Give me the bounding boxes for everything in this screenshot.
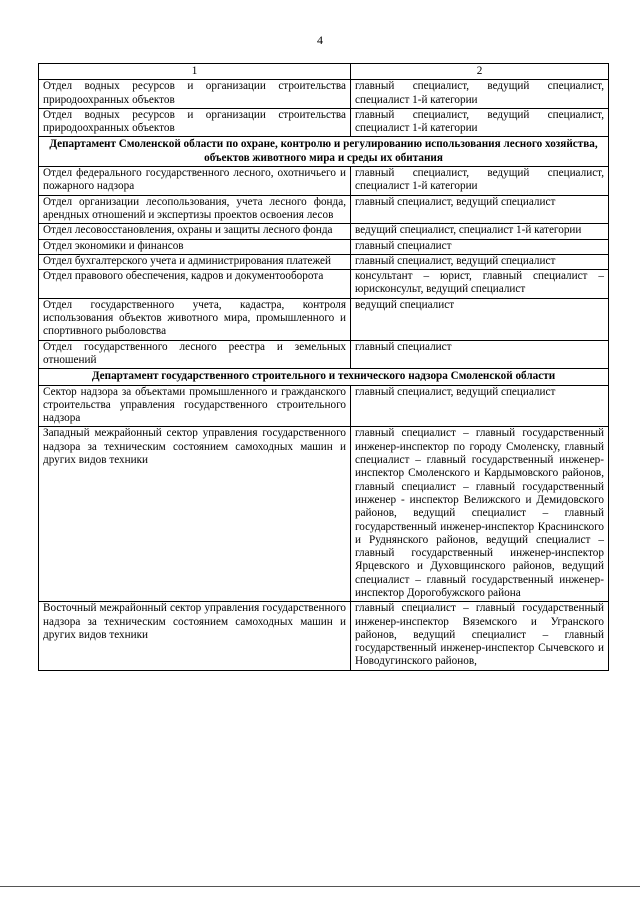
header-col-1: 1 xyxy=(39,64,351,80)
positions-cell: главный специалист, ведущий специалист xyxy=(351,195,609,224)
unit-cell: Отдел государственного учета, кадастра, контроля использования объектов животного мира, промышленного и спортивного рыболовства xyxy=(39,298,351,340)
positions-cell: главный специалист, ведущий специалист, специалист 1-й категории xyxy=(351,80,609,109)
department-heading: Департамент государственного строительного и технического надзора Смоленской области xyxy=(39,369,609,385)
unit-cell: Восточный межрайонный сектор управления государственного надзора за техническим состоянием самоходных машин и других видов техники xyxy=(39,602,351,670)
positions-cell: главный специалист, ведущий специалист, специалист 1-й категории xyxy=(351,108,609,137)
department-heading-row xyxy=(39,137,609,167)
staff-positions-table xyxy=(38,63,609,671)
table-row xyxy=(39,195,609,224)
positions-cell: главный специалист, ведущий специалист xyxy=(351,254,609,269)
unit-cell: Отдел водных ресурсов и организации строительства природоохранных объектов xyxy=(39,80,351,109)
unit-cell: Западный межрайонный сектор управления государственного надзора за техническим состоянием самоходных машин и других видов техники xyxy=(39,427,351,602)
positions-cell: ведущий специалист xyxy=(351,298,609,340)
positions-cell: главный специалист – главный государственный инженер-инспектор по городу Смоленску, главный специалист – главный государственный инженер-инспектор Смоленского и Кардымовского районов, главный специалист – главный государственный инженер - инспектор Велижского и Демидовского районов, ведущий специалист – главный государственный инженер-инспектор Краснинского и Руднянского районов, ведущий специалист – главный государственный инженер-инспектор Ярцевского и Духовщинского районов, ведущий специалист – главный государственный инженер-инспектор Дорогобужского района xyxy=(351,427,609,602)
positions-cell: главный специалист – главный государственный инженер-инспектор Вяземского и Угранского районов, ведущий специалист – главный государственный инженер-инспектор Сычевского и Новодугинского районов, xyxy=(351,602,609,670)
page-bottom-divider xyxy=(0,886,640,887)
page-number: 4 xyxy=(317,33,323,47)
unit-cell: Сектор надзора за объектами промышленного и гражданского строительства управления государственного строительного надзора xyxy=(39,385,351,427)
department-heading-row xyxy=(39,369,609,385)
unit-cell: Отдел лесовосстановления, охраны и защиты лесного фонда xyxy=(39,224,351,239)
table-header-row xyxy=(39,64,609,80)
table-row xyxy=(39,239,609,254)
positions-cell: ведущий специалист, специалист 1-й категории xyxy=(351,224,609,239)
positions-cell: главный специалист, ведущий специалист xyxy=(351,385,609,427)
table-row xyxy=(39,427,609,602)
table-row xyxy=(39,224,609,239)
table-row xyxy=(39,254,609,269)
table-row xyxy=(39,602,609,670)
table-row xyxy=(39,80,609,109)
unit-cell: Отдел водных ресурсов и организации строительства природоохранных объектов xyxy=(39,108,351,137)
table-row xyxy=(39,167,609,196)
positions-cell: главный специалист xyxy=(351,239,609,254)
unit-cell: Отдел экономики и финансов xyxy=(39,239,351,254)
unit-cell: Отдел правового обеспечения, кадров и документооборота xyxy=(39,270,351,299)
unit-cell: Отдел государственного лесного реестра и земельных отношений xyxy=(39,340,351,369)
positions-cell: главный специалист xyxy=(351,340,609,369)
table-row xyxy=(39,385,609,427)
header-col-2: 2 xyxy=(351,64,609,80)
positions-cell: консультант – юрист, главный специалист – юрисконсульт, ведущий специалист xyxy=(351,270,609,299)
positions-cell: главный специалист, ведущий специалист, специалист 1-й категории xyxy=(351,167,609,196)
table-row xyxy=(39,270,609,299)
unit-cell: Отдел федерального государственного лесного, охотничьего и пожарного надзора xyxy=(39,167,351,196)
unit-cell: Отдел бухгалтерского учета и администрирования платежей xyxy=(39,254,351,269)
unit-cell: Отдел организации лесопользования, учета лесного фонда, арендных отношений и экспертизы проектов освоения лесов xyxy=(39,195,351,224)
table-row xyxy=(39,298,609,340)
department-heading: Департамент Смоленской области по охране, контролю и регулированию использования лесного хозяйства, объектов животного мира и среды их обитания xyxy=(39,137,609,167)
table-row xyxy=(39,108,609,137)
table-row xyxy=(39,340,609,369)
